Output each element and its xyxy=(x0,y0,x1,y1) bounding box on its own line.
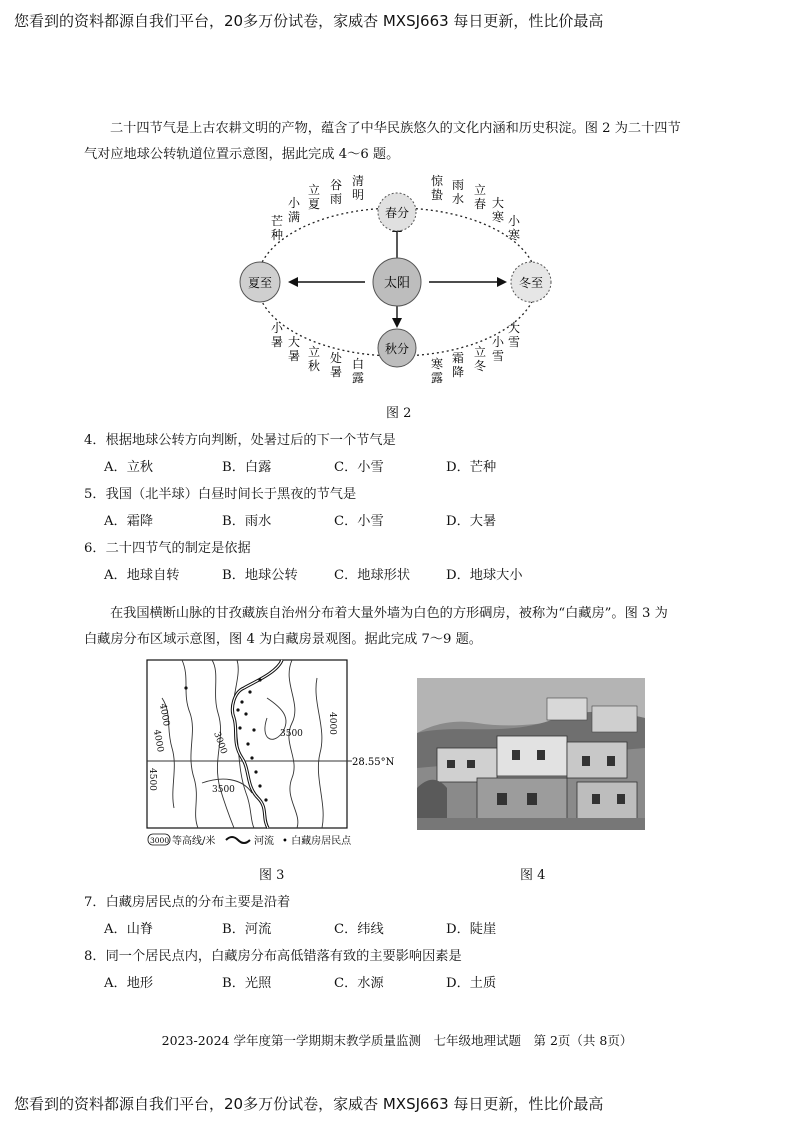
q8-option-d[interactable]: D．土质 xyxy=(446,976,497,991)
contour-label-2: 4000 xyxy=(151,728,165,754)
q6-option-a[interactable]: A．地球自转 xyxy=(104,568,180,583)
contour-label-1: 4000 xyxy=(157,702,171,728)
q7-option-b[interactable]: B．河流 xyxy=(222,922,272,937)
q5-option-c[interactable]: C．小雪 xyxy=(334,514,384,529)
question-6-options xyxy=(104,564,523,583)
term-mangzhong: 芒种 xyxy=(270,214,284,242)
figure-4-photo xyxy=(417,678,645,830)
question-5-options xyxy=(104,510,496,529)
term-chushu: 处暑 xyxy=(329,351,343,379)
question-8-stem: 8．同一个居民点内，白藏房分布高低错落有致的主要影响因素是 xyxy=(84,949,462,964)
latitude-label: 28.55°N xyxy=(352,757,394,768)
q8-option-b[interactable]: B．光照 xyxy=(222,976,272,991)
question-7-stem: 7．白藏房居民点的分布主要是沿着 xyxy=(84,895,291,910)
question-7-options xyxy=(104,918,496,937)
legend-river-text: 河流 xyxy=(254,836,274,847)
term-xiaoshu: 小暑 xyxy=(270,321,284,349)
contour-label-5: 4000 xyxy=(327,712,337,735)
figure-3-caption: 图 3 xyxy=(259,868,285,883)
figure-3-contour-map xyxy=(142,658,394,850)
term-qingming: 清明 xyxy=(351,174,365,202)
term-dashu: 大暑 xyxy=(287,335,301,363)
intro-paragraph-2 xyxy=(84,601,724,653)
q5-option-d[interactable]: D．大暑 xyxy=(446,514,497,529)
term-xiaohan: 小寒 xyxy=(507,214,521,242)
figure-2-orbit-diagram xyxy=(230,172,570,397)
legend-house-text: • 白藏房居民点 xyxy=(282,836,352,847)
term-dahan: 大寒 xyxy=(491,196,505,224)
q6-option-c[interactable]: C．地球形状 xyxy=(334,568,411,583)
intro-line-2: 气对应地球公转轨道位置示意图，据此完成 4～6 题。 xyxy=(84,147,400,162)
term-shuangjiang: 霜降 xyxy=(451,351,465,379)
q8-option-c[interactable]: C．水源 xyxy=(334,976,384,991)
intro2-line-2: 白藏房分布区域示意图，图 4 为白藏房景观图。据此完成 7～9 题。 xyxy=(84,632,482,647)
intro2-line-1: 在我国横断山脉的甘孜藏族自治州分布着大量外墙为白色的方形碉房，被称为“白藏房”。图 3 为 xyxy=(110,606,668,621)
figure-4-caption: 图 4 xyxy=(520,868,546,883)
contour-label-3: 3000 xyxy=(211,730,229,756)
q4-option-d[interactable]: D．芒种 xyxy=(446,460,497,475)
question-5-stem: 5．我国（北半球）白昼时间长于黑夜的节气是 xyxy=(84,487,357,502)
label-xiazhi: 夏至 xyxy=(247,276,273,290)
q7-option-d[interactable]: D．陡崖 xyxy=(446,922,497,937)
term-jingzhe: 惊蛰 xyxy=(430,174,444,202)
figure-2-caption: 图 2 xyxy=(386,406,412,421)
q7-option-a[interactable]: A．山脊 xyxy=(104,922,154,937)
contour-label-6: 3500 xyxy=(212,785,235,795)
question-4-stem: 4．根据地球公转方向判断，处暑过后的下一个节气是 xyxy=(84,433,396,448)
q6-option-d[interactable]: D．地球大小 xyxy=(446,568,523,583)
term-xiaoman: 小满 xyxy=(287,196,301,224)
q4-option-a[interactable]: A．立秋 xyxy=(104,460,154,475)
q5-option-a[interactable]: A．霜降 xyxy=(104,514,154,529)
question-6-stem: 6．二十四节气的制定是依据 xyxy=(84,541,251,556)
q4-option-b[interactable]: B．白露 xyxy=(222,460,272,475)
intro-line-1: 二十四节气是上古农耕文明的产物，蕴含了中华民族悠久的文化内涵和历史积淀。图 2 为二十四节 xyxy=(110,121,681,136)
q6-option-b[interactable]: B．地球公转 xyxy=(222,568,298,583)
question-8-options xyxy=(104,972,496,991)
top-watermark-banner: 您看到的资料都源自我们平台，20多万份试卷，家威杏 MXSJ663 每日更新，性比价最高 xyxy=(14,12,604,30)
label-qiufen: 秋分 xyxy=(384,342,410,356)
term-hanlu: 寒露 xyxy=(430,357,444,385)
legend-river-symbol xyxy=(226,837,250,843)
sun-label: 太阳 xyxy=(383,276,411,291)
term-xiaoxue: 小雪 xyxy=(491,335,505,363)
intro-paragraph-1 xyxy=(84,116,724,168)
term-lichun: 立春 xyxy=(473,183,487,211)
q4-option-c[interactable]: C．小雪 xyxy=(334,460,384,475)
map-legend xyxy=(148,834,352,847)
legend-contour-text: 等高线/米 xyxy=(172,836,216,847)
page-footer: 2023-2024 学年度第一学期期末教学质量监测 七年级地理试题 第 2页（共 8页） xyxy=(161,1033,633,1048)
legend-contour-number: 3000 xyxy=(150,836,170,845)
q7-option-c[interactable]: C．纬线 xyxy=(334,922,384,937)
term-lidong: 立冬 xyxy=(473,345,487,373)
contour-label-4: 3500 xyxy=(280,729,303,739)
term-guyu: 谷雨 xyxy=(329,178,343,206)
bottom-watermark-banner: 您看到的资料都源自我们平台，20多万份试卷，家威杏 MXSJ663 每日更新，性比价最高 xyxy=(14,1095,604,1113)
term-yushui: 雨水 xyxy=(451,178,465,206)
term-daxue: 大雪 xyxy=(507,321,521,349)
term-bailu: 白露 xyxy=(351,357,365,385)
question-4-options xyxy=(104,456,496,475)
term-liqiu: 立秋 xyxy=(307,345,321,373)
q5-option-b[interactable]: B．雨水 xyxy=(222,514,272,529)
label-dongzhi: 冬至 xyxy=(518,276,544,290)
contour-label-7: 4500 xyxy=(147,768,157,791)
term-lixia: 立夏 xyxy=(307,183,321,211)
label-chunfen: 春分 xyxy=(384,206,410,220)
q8-option-a[interactable]: A．地形 xyxy=(104,976,154,991)
